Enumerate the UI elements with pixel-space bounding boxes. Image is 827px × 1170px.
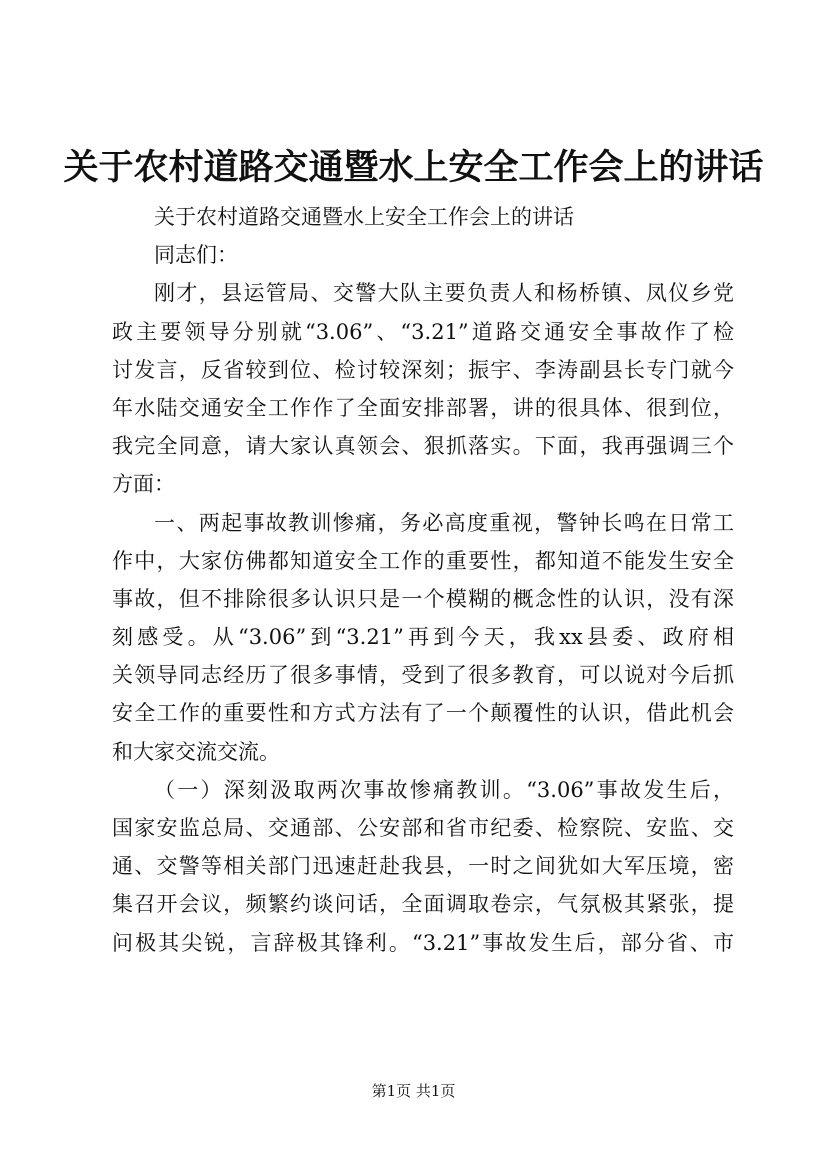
document-title: 关于农村道路交通暨水上安全工作会上的讲话 [63,147,764,188]
body-line: 国家安监总局、交通部、公安部和省市纪委、检察院、安监、交 [112,816,734,840]
body-line: （一）深刻汲取两次事故惨痛教训。“3.06”事故发生后， [154,777,734,802]
body-line: 政主要领导分别就“3.06”、“3.21”道路交通安全事故作了检 [112,319,734,344]
body-line: 安全工作的重要性和方式方法有了一个颠覆性的认识，借此机会 [112,701,734,726]
body-line: 方面： [112,472,175,497]
body-line: 通、交警等相关部门迅速赶赴我县，一时之间犹如大军压境，密 [112,854,734,879]
body-line: 同志们： [154,243,238,268]
body-line: 作中，大家仿佛都知道安全工作的重要性，都知道不能发生安全 [112,548,734,573]
body-line: 和大家交流交流。 [112,739,280,764]
body-line: 关领导同志经历了很多事情，受到了很多教育，可以说对今后抓 [112,663,734,688]
body-line: 集召开会议，频繁约谈问话，全面调取卷宗，气氛极其紧张，提 [112,892,734,917]
body-line: 刚才，县运管局、交警大队主要负责人和杨桥镇、凤仪乡党 [154,281,734,306]
body-line: 讨发言，反省较到位、检讨较深刻；振宇、李涛副县长专门就今 [112,357,734,382]
page-footer: 第1页 共1页 [371,1082,456,1100]
body-line: 年水陆交通安全工作作了全面安排部署，讲的很具体、很到位， [112,395,734,420]
document-body [112,198,734,962]
body-line: 一、两起事故教训惨痛，务必高度重视，警钟长鸣在日常工 [154,510,734,535]
body-line: 刻感受。从“3.06”到“3.21”再到今天，我xx县委、政府相 [112,625,734,650]
body-line: 关于农村道路交通暨水上安全工作会上的讲话 [154,205,574,229]
body-line: 我完全同意，请大家认真领会、狠抓落实。下面，我再强调三个 [112,434,734,459]
body-line: 事故，但不排除很多认识只是一个模糊的概念性的认识，没有深 [112,586,734,611]
body-line: 问极其尖锐，言辞极其锋利。“3.21”事故发生后，部分省、市 [112,930,734,955]
